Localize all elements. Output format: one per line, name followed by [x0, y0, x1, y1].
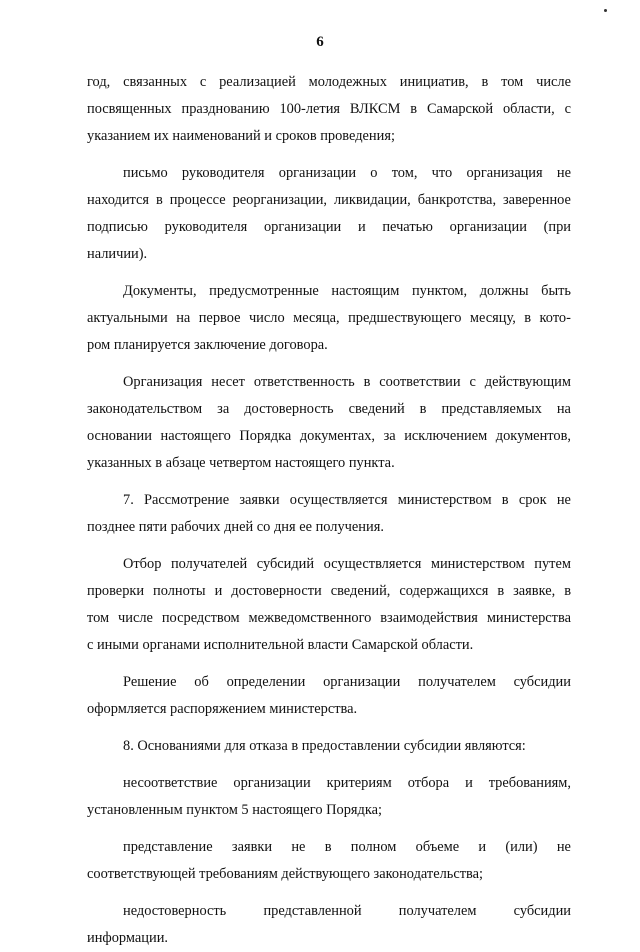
paragraph — [87, 369, 571, 477]
word: 7. — [123, 492, 134, 508]
word: банкротства, — [417, 192, 497, 208]
word: с — [199, 74, 207, 90]
word: реализацией — [219, 74, 296, 90]
word: числе — [536, 74, 571, 90]
word: получателем — [398, 903, 477, 919]
paragraph — [87, 278, 571, 359]
word: инициатив, — [399, 74, 469, 90]
word: в — [564, 583, 571, 599]
word: актуальными — [87, 310, 168, 326]
word: сведений — [348, 401, 405, 417]
text-line — [87, 278, 571, 305]
word: в — [363, 374, 371, 390]
word: в — [410, 101, 418, 117]
word: полном — [350, 839, 397, 855]
text-line: ром планируется заключение договора. — [87, 337, 328, 353]
word: Порядка — [239, 428, 292, 444]
word: достоверности — [231, 583, 322, 599]
word: Документы, — [123, 283, 197, 299]
paragraph — [87, 69, 571, 150]
word: представление — [123, 839, 213, 855]
word: взаимодействия — [380, 610, 478, 626]
word: организации — [323, 674, 401, 690]
word: быть — [541, 283, 571, 299]
word: организации — [233, 775, 311, 791]
word: министерством — [430, 556, 525, 572]
word: связанных — [123, 74, 188, 90]
word: субсидий — [256, 556, 315, 572]
word: организации — [263, 219, 342, 235]
text-line: позднее пяти рабочих дней со дня ее получения. — [87, 519, 384, 535]
word: в — [497, 583, 505, 599]
text-line: с иными органами исполнительной власти Самарской области. — [87, 637, 474, 653]
word: соответствии — [379, 374, 461, 390]
scan-speck — [604, 9, 607, 12]
word: ВЛКСМ — [349, 101, 401, 117]
word: том — [501, 74, 524, 90]
word: документах, — [299, 428, 375, 444]
text-line: указанных в абзаце четвертом настоящего пункта. — [87, 455, 395, 471]
word: в — [481, 74, 489, 90]
word: (при — [543, 219, 571, 235]
word: в — [419, 401, 427, 417]
word: посвященных — [87, 101, 172, 117]
page-number: 6 — [316, 34, 324, 50]
word: за — [217, 401, 230, 417]
word: представленной — [263, 903, 362, 919]
word: число — [248, 310, 285, 326]
word: предусмотренные — [209, 283, 319, 299]
text-line — [87, 396, 571, 423]
word: не — [556, 492, 571, 508]
word: на — [556, 401, 571, 417]
text-line — [87, 578, 571, 605]
word: и — [214, 583, 223, 599]
word: заявки — [239, 492, 280, 508]
text-line — [87, 214, 571, 241]
word: о — [370, 165, 378, 181]
word: празднованию — [181, 101, 270, 117]
word: получателем — [418, 674, 496, 690]
word: об — [194, 674, 209, 690]
word: том, — [391, 165, 418, 181]
word: руководителя — [164, 219, 248, 235]
word: заверенное — [503, 192, 571, 208]
text-line — [87, 369, 571, 396]
word: в — [524, 310, 532, 326]
word: с — [564, 101, 571, 117]
word: не — [556, 839, 571, 855]
word: представляемых — [441, 401, 542, 417]
text-line: соответствующей требованиям действующего законодательства; — [87, 866, 483, 882]
paragraph — [87, 770, 571, 824]
word: в — [324, 839, 332, 855]
word: требованиям, — [488, 775, 571, 791]
word: руководителя — [181, 165, 265, 181]
word: исключением — [404, 428, 488, 444]
text-line — [87, 770, 571, 797]
word: настоящего — [160, 428, 231, 444]
word: письмо — [123, 165, 168, 181]
word: получателей — [170, 556, 248, 572]
text-line: указанием их наименований и сроков проведения; — [87, 128, 395, 144]
text-line — [87, 160, 571, 187]
paragraph — [87, 898, 571, 952]
word: срок — [518, 492, 547, 508]
word: год, — [87, 74, 111, 90]
word: том — [87, 610, 110, 626]
word: на — [176, 310, 191, 326]
word: заявки — [231, 839, 273, 855]
word: и — [357, 219, 366, 235]
paragraph — [87, 487, 571, 541]
text-line — [87, 898, 571, 925]
word: должны — [479, 283, 529, 299]
word: и — [465, 775, 473, 791]
word: документов, — [495, 428, 571, 444]
word: (или) — [505, 839, 538, 855]
text-line — [87, 423, 571, 450]
word: законодательством — [87, 401, 203, 417]
word: настоящим — [331, 283, 400, 299]
word: реорганизации, — [232, 192, 328, 208]
word: в — [155, 192, 163, 208]
word: не — [556, 165, 571, 181]
word: предшествующего — [348, 310, 462, 326]
word: осуществляется — [289, 492, 388, 508]
word: субсидии — [513, 674, 571, 690]
text-line — [87, 305, 571, 332]
word: осуществляется — [323, 556, 422, 572]
paragraph — [87, 551, 571, 659]
word: подписью — [87, 219, 148, 235]
word: объеме — [415, 839, 460, 855]
word: области, — [502, 101, 555, 117]
text-line: информации. — [87, 930, 168, 946]
text-line: 8. Основаниями для отказа в предоставлении субсидии являются: — [123, 738, 526, 754]
word: за — [383, 428, 396, 444]
text-line — [87, 69, 571, 96]
word: месяца, — [293, 310, 340, 326]
word: заявке, — [513, 583, 556, 599]
word: сведений, — [330, 583, 391, 599]
text-line — [87, 605, 571, 632]
paragraph — [87, 669, 571, 723]
word: Организация — [123, 374, 203, 390]
word: и — [478, 839, 487, 855]
word: критериям — [326, 775, 392, 791]
word: находится — [87, 192, 150, 208]
word: основании — [87, 428, 152, 444]
word: что — [431, 165, 453, 181]
word: ответственность — [253, 374, 355, 390]
word: министерством — [397, 492, 492, 508]
word: не — [291, 839, 306, 855]
word: посредством — [161, 610, 240, 626]
text-line — [87, 551, 571, 578]
paragraph — [87, 834, 571, 888]
word: молодежных — [308, 74, 387, 90]
word: несоответствие — [123, 775, 218, 791]
word: процессе — [169, 192, 226, 208]
word: 100-летия — [279, 101, 341, 117]
text-line — [87, 187, 571, 214]
word: действующим — [484, 374, 571, 390]
word: проверки — [87, 583, 145, 599]
word: межведомственного — [248, 610, 372, 626]
word: организация — [466, 165, 543, 181]
word: месяцу, — [469, 310, 516, 326]
word: организации — [278, 165, 357, 181]
word: первое — [198, 310, 241, 326]
text-line: оформляется распоряжением министерства. — [87, 701, 358, 717]
word: Решение — [123, 674, 177, 690]
text-line: установленным пунктом 5 настоящего Порядка; — [87, 802, 382, 818]
word: субсидии — [513, 903, 571, 919]
word: недостоверность — [123, 903, 227, 919]
word: достоверность — [244, 401, 334, 417]
text-line — [87, 96, 571, 123]
word: кото- — [539, 310, 571, 326]
word: министерства — [486, 610, 571, 626]
word: содержащихся — [399, 583, 489, 599]
word: путем — [534, 556, 571, 572]
paragraph — [87, 160, 571, 268]
word: с — [469, 374, 476, 390]
word: печатью — [382, 219, 433, 235]
word: отбора — [407, 775, 450, 791]
word: несет — [211, 374, 245, 390]
text-line — [87, 669, 571, 696]
text-line — [87, 834, 571, 861]
word: определении — [226, 674, 306, 690]
word: пунктом, — [411, 283, 468, 299]
document-body — [87, 69, 571, 952]
word: числе — [118, 610, 153, 626]
word: полноты — [153, 583, 206, 599]
word: организации — [449, 219, 527, 235]
text-line — [87, 487, 571, 514]
word: Самарской — [426, 101, 494, 117]
text-line: наличии). — [87, 246, 148, 262]
paragraph — [87, 733, 571, 760]
word: ликвидации, — [333, 192, 411, 208]
word: Рассмотрение — [144, 492, 230, 508]
word: в — [501, 492, 509, 508]
word: Отбор — [123, 556, 162, 572]
